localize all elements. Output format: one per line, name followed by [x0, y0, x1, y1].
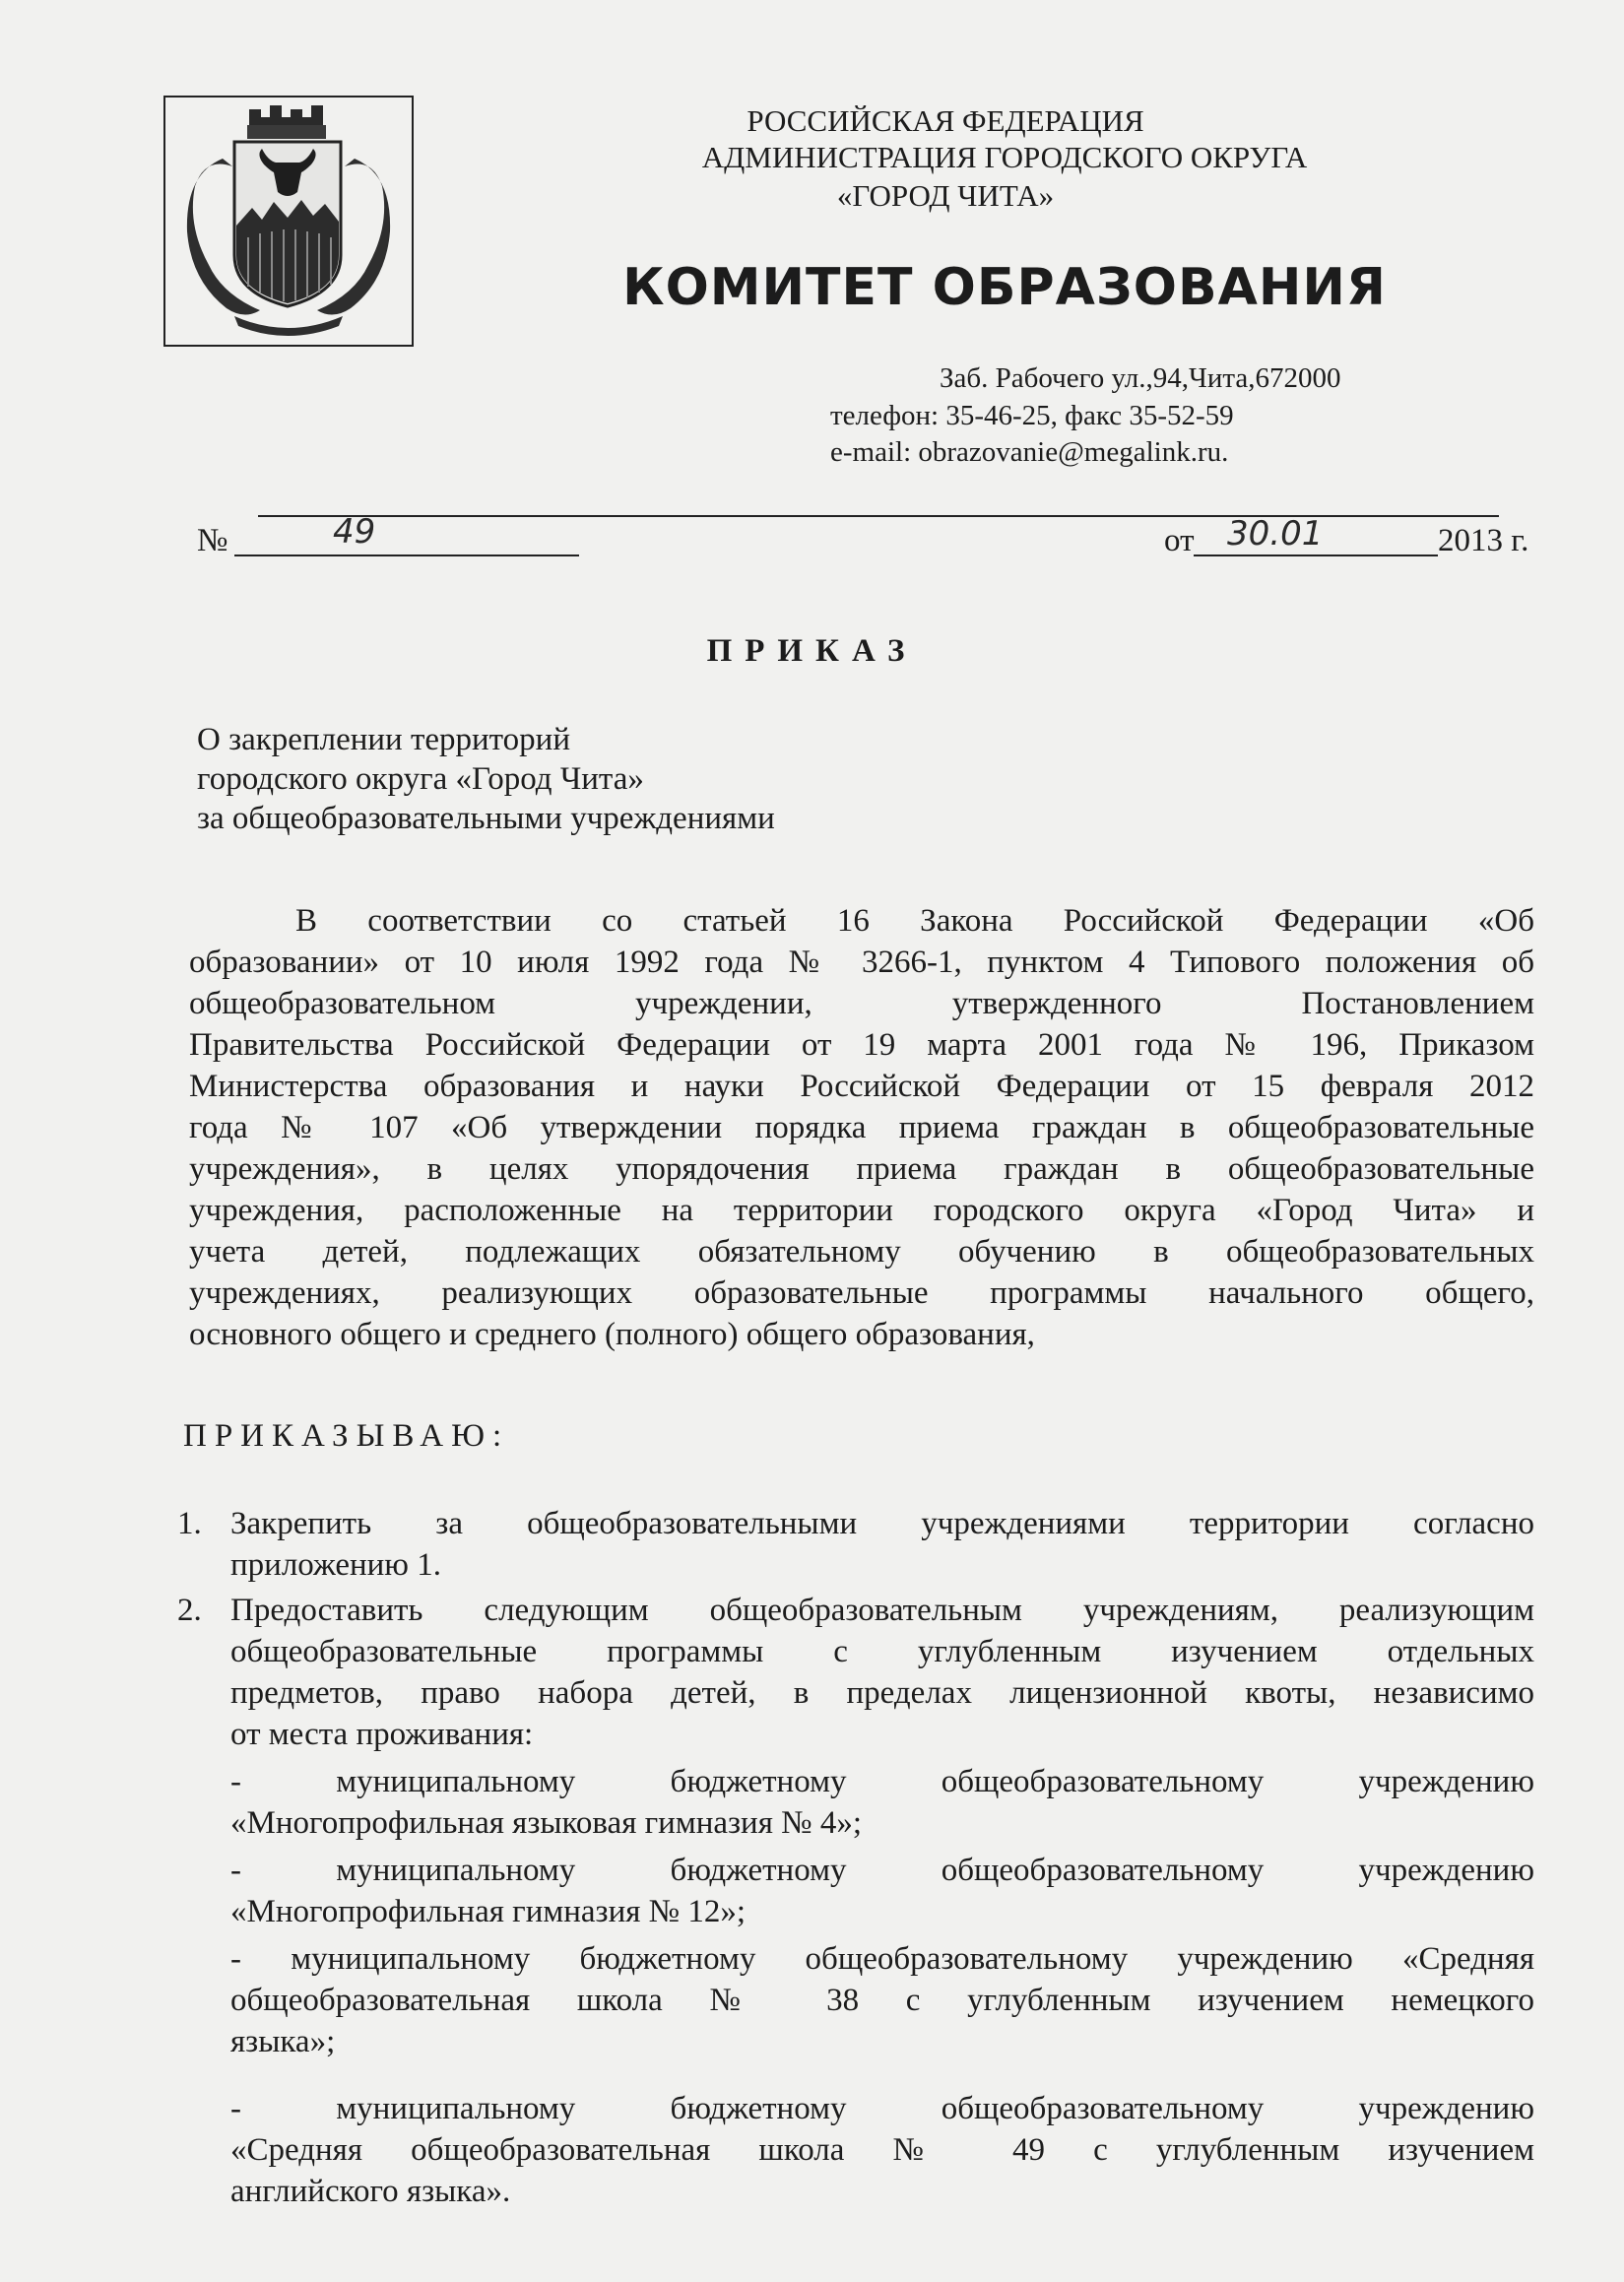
header-administration: АДМИНИСТРАЦИЯ ГОРОДСКОГО ОКРУГА — [701, 140, 1308, 174]
preamble-line: Правительства Российской Федерации от 19 марта 2001 года № 196, Приказом — [189, 1027, 1534, 1063]
preamble-line: общеобразовательном учреждении, утвержденного Постановлением — [189, 986, 1534, 1021]
school-line: «Многопрофильная языковая гимназия № 4»; — [230, 1805, 863, 1841]
school-line: общеобразовательная школа № 38 с углубленным изучением немецкого — [230, 1983, 1534, 2018]
document-title: ПРИКАЗ — [706, 633, 918, 669]
item-line: предметов, право набора детей, в пределах лицензионной квоты, независимо — [230, 1675, 1534, 1711]
subject-line: О закреплении территорий — [197, 722, 570, 757]
coat-of-arms-frame — [163, 96, 414, 347]
header-federation: РОССИЙСКАЯ ФЕДЕРАЦИЯ — [747, 103, 1144, 138]
item-line: приложению 1. — [230, 1547, 441, 1583]
school-line: английского языка». — [230, 2174, 511, 2209]
item-line: Закрепить за общеобразовательными учреждениями территории согласно — [230, 1506, 1534, 1541]
preamble-line: учреждения», в целях упорядочения приема граждан в общеобразовательные — [189, 1151, 1534, 1187]
school-line: - муниципальному бюджетному общеобразовательному учреждению — [230, 2091, 1534, 2126]
item-number: 2. — [177, 1593, 202, 1628]
school-line: «Многопрофильная гимназия № 12»; — [230, 1894, 747, 1929]
preamble-line: учета детей, подлежащих обязательному обучению в общеобразовательных — [189, 1234, 1534, 1270]
item-line: от места проживания: — [230, 1717, 534, 1752]
date-label: от — [1164, 523, 1195, 558]
school-line: «Средняя общеобразовательная школа № 49 с углубленным изучением — [230, 2132, 1534, 2168]
document-date: 30.01 — [1227, 514, 1324, 554]
committee-title: КОМИТЕТ ОБРАЗОВАНИЯ — [622, 258, 1387, 317]
school-line: - муниципальному бюджетному общеобразовательному учреждению — [230, 1853, 1534, 1888]
item-number: 1. — [177, 1506, 202, 1541]
email: e-mail: obrazovanie@megalink.ru. — [830, 436, 1229, 468]
school-line: - муниципальному бюджетному общеобразовательному учреждению — [230, 1764, 1534, 1799]
number-underline — [234, 554, 579, 556]
document-number: 49 — [333, 512, 376, 552]
school-line: языка»; — [230, 2024, 336, 2059]
coat-of-arms-icon — [165, 98, 412, 345]
school-line: - муниципальному бюджетному общеобразовательному учреждению «Средняя — [230, 1941, 1534, 1977]
document-year: 2013 г. — [1438, 523, 1529, 558]
header-city: «ГОРОД ЧИТА» — [836, 178, 1055, 213]
subject-line: городского округа «Город Чита» — [197, 761, 644, 797]
preamble-line: Министерства образования и науки Российской Федерации от 15 февраля 2012 — [189, 1069, 1534, 1104]
phone-fax: телефон: 35-46-25, факс 35-52-59 — [830, 400, 1234, 431]
preamble-line: учреждениях, реализующих образовательные программы начального общего, — [189, 1275, 1534, 1311]
date-underline — [1194, 554, 1438, 556]
preamble-line: учреждения, расположенные на территории городского округа «Город Чита» и — [189, 1193, 1534, 1228]
number-label: № — [197, 523, 228, 558]
preamble-line: образовании» от 10 июля 1992 года № 3266-1, пунктом 4 Типового положения об — [189, 945, 1534, 980]
address: Заб. Рабочего ул.,94,Чита,672000 — [940, 362, 1341, 394]
order-word: ПРИКАЗЫВАЮ: — [183, 1418, 510, 1454]
item-line: Предоставить следующим общеобразовательным учреждениям, реализующим — [230, 1593, 1534, 1628]
preamble-line: В соответствии со статьей 16 Закона Российской Федерации «Об — [295, 903, 1534, 939]
preamble-line: основного общего и среднего (полного) общего образования, — [189, 1317, 1035, 1352]
preamble-line: года № 107 «Об утверждении порядка приема граждан в общеобразовательные — [189, 1110, 1534, 1145]
subject-line: за общеобразовательными учреждениями — [197, 801, 775, 836]
item-line: общеобразовательные программы с углубленным изучением отдельных — [230, 1634, 1534, 1669]
